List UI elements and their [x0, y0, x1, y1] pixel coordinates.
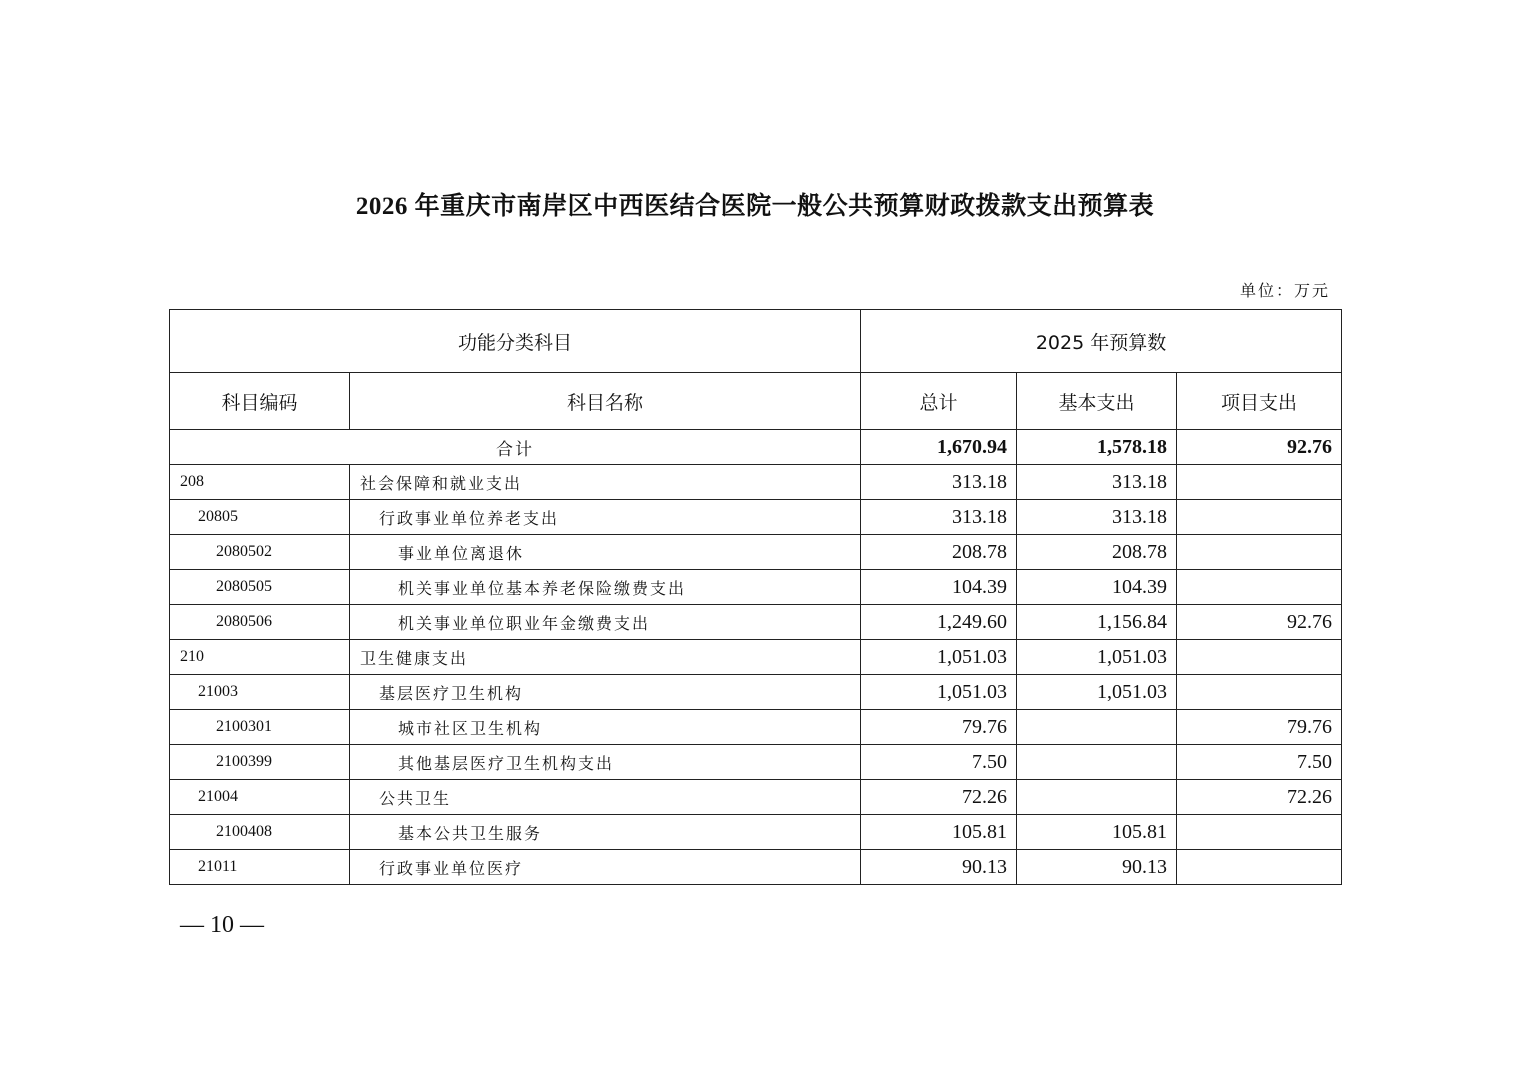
row-total: 72.26	[861, 780, 1017, 815]
row-name: 行政事业单位医疗	[350, 850, 861, 885]
table-row	[170, 815, 1342, 850]
row-total: 104.39	[861, 570, 1017, 605]
row-name: 公共卫生	[350, 780, 861, 815]
row-name: 机关事业单位职业年金缴费支出	[350, 605, 861, 640]
total-amount: 1,670.94	[861, 430, 1017, 465]
table-row	[170, 500, 1342, 535]
row-code: 208	[170, 465, 350, 500]
row-code: 21011	[170, 850, 350, 885]
row-basic: 1,051.03	[1017, 640, 1177, 675]
row-project: 72.26	[1177, 780, 1342, 815]
row-basic: 313.18	[1017, 465, 1177, 500]
row-project	[1177, 815, 1342, 850]
row-total: 79.76	[861, 710, 1017, 745]
row-code: 2080502	[170, 535, 350, 570]
row-code: 210	[170, 640, 350, 675]
page-number: — 10 —	[180, 912, 264, 938]
header-budget-year: 2025 年预算数	[861, 310, 1342, 373]
row-name: 机关事业单位基本养老保险缴费支出	[350, 570, 861, 605]
row-code: 2100408	[170, 815, 350, 850]
row-name: 城市社区卫生机构	[350, 710, 861, 745]
row-total: 90.13	[861, 850, 1017, 885]
page-title: 2026 年重庆市南岸区中西医结合医院一般公共预算财政拨款支出预算表	[355, 193, 1155, 220]
row-basic: 208.78	[1017, 535, 1177, 570]
budget-table	[169, 309, 1342, 885]
row-basic: 105.81	[1017, 815, 1177, 850]
unit-label: 单位：万元	[1239, 283, 1330, 300]
row-name: 卫生健康支出	[350, 640, 861, 675]
table-row	[170, 675, 1342, 710]
row-total: 208.78	[861, 535, 1017, 570]
row-name: 事业单位离退休	[350, 535, 861, 570]
row-name: 行政事业单位养老支出	[350, 500, 861, 535]
row-basic	[1017, 780, 1177, 815]
header-total: 总计	[861, 373, 1017, 430]
row-project	[1177, 500, 1342, 535]
row-project	[1177, 640, 1342, 675]
header-name: 科目名称	[350, 373, 861, 430]
row-code: 21003	[170, 675, 350, 710]
row-total: 313.18	[861, 500, 1017, 535]
row-total: 313.18	[861, 465, 1017, 500]
total-row	[170, 430, 1342, 465]
row-total: 105.81	[861, 815, 1017, 850]
row-project: 79.76	[1177, 710, 1342, 745]
header-code: 科目编码	[170, 373, 350, 430]
row-basic: 1,051.03	[1017, 675, 1177, 710]
row-basic	[1017, 745, 1177, 780]
row-name: 社会保障和就业支出	[350, 465, 861, 500]
row-total: 1,051.03	[861, 675, 1017, 710]
total-project: 92.76	[1177, 430, 1342, 465]
header-project: 项目支出	[1177, 373, 1342, 430]
row-project	[1177, 850, 1342, 885]
row-basic	[1017, 710, 1177, 745]
row-basic: 313.18	[1017, 500, 1177, 535]
row-code: 2100399	[170, 745, 350, 780]
total-basic: 1,578.18	[1017, 430, 1177, 465]
table-row	[170, 780, 1342, 815]
row-project	[1177, 465, 1342, 500]
row-code: 20805	[170, 500, 350, 535]
table-row	[170, 465, 1342, 500]
table-row	[170, 850, 1342, 885]
row-total: 7.50	[861, 745, 1017, 780]
header-row-1	[170, 310, 1342, 373]
header-basic: 基本支出	[1017, 373, 1177, 430]
row-project: 92.76	[1177, 605, 1342, 640]
total-label: 合计	[170, 430, 861, 465]
row-project	[1177, 675, 1342, 710]
row-code: 2080506	[170, 605, 350, 640]
row-name: 基本公共卫生服务	[350, 815, 861, 850]
row-basic: 90.13	[1017, 850, 1177, 885]
row-project: 7.50	[1177, 745, 1342, 780]
table-row	[170, 605, 1342, 640]
table-row	[170, 535, 1342, 570]
table-row	[170, 710, 1342, 745]
header-functional-category: 功能分类科目	[170, 310, 861, 373]
row-code: 2100301	[170, 710, 350, 745]
table-row	[170, 640, 1342, 675]
row-project	[1177, 570, 1342, 605]
row-code: 21004	[170, 780, 350, 815]
row-basic: 104.39	[1017, 570, 1177, 605]
row-name: 基层医疗卫生机构	[350, 675, 861, 710]
row-name: 其他基层医疗卫生机构支出	[350, 745, 861, 780]
row-code: 2080505	[170, 570, 350, 605]
row-total: 1,051.03	[861, 640, 1017, 675]
header-row-2	[170, 373, 1342, 430]
row-basic: 1,156.84	[1017, 605, 1177, 640]
row-project	[1177, 535, 1342, 570]
table-row	[170, 570, 1342, 605]
table-row	[170, 745, 1342, 780]
row-total: 1,249.60	[861, 605, 1017, 640]
